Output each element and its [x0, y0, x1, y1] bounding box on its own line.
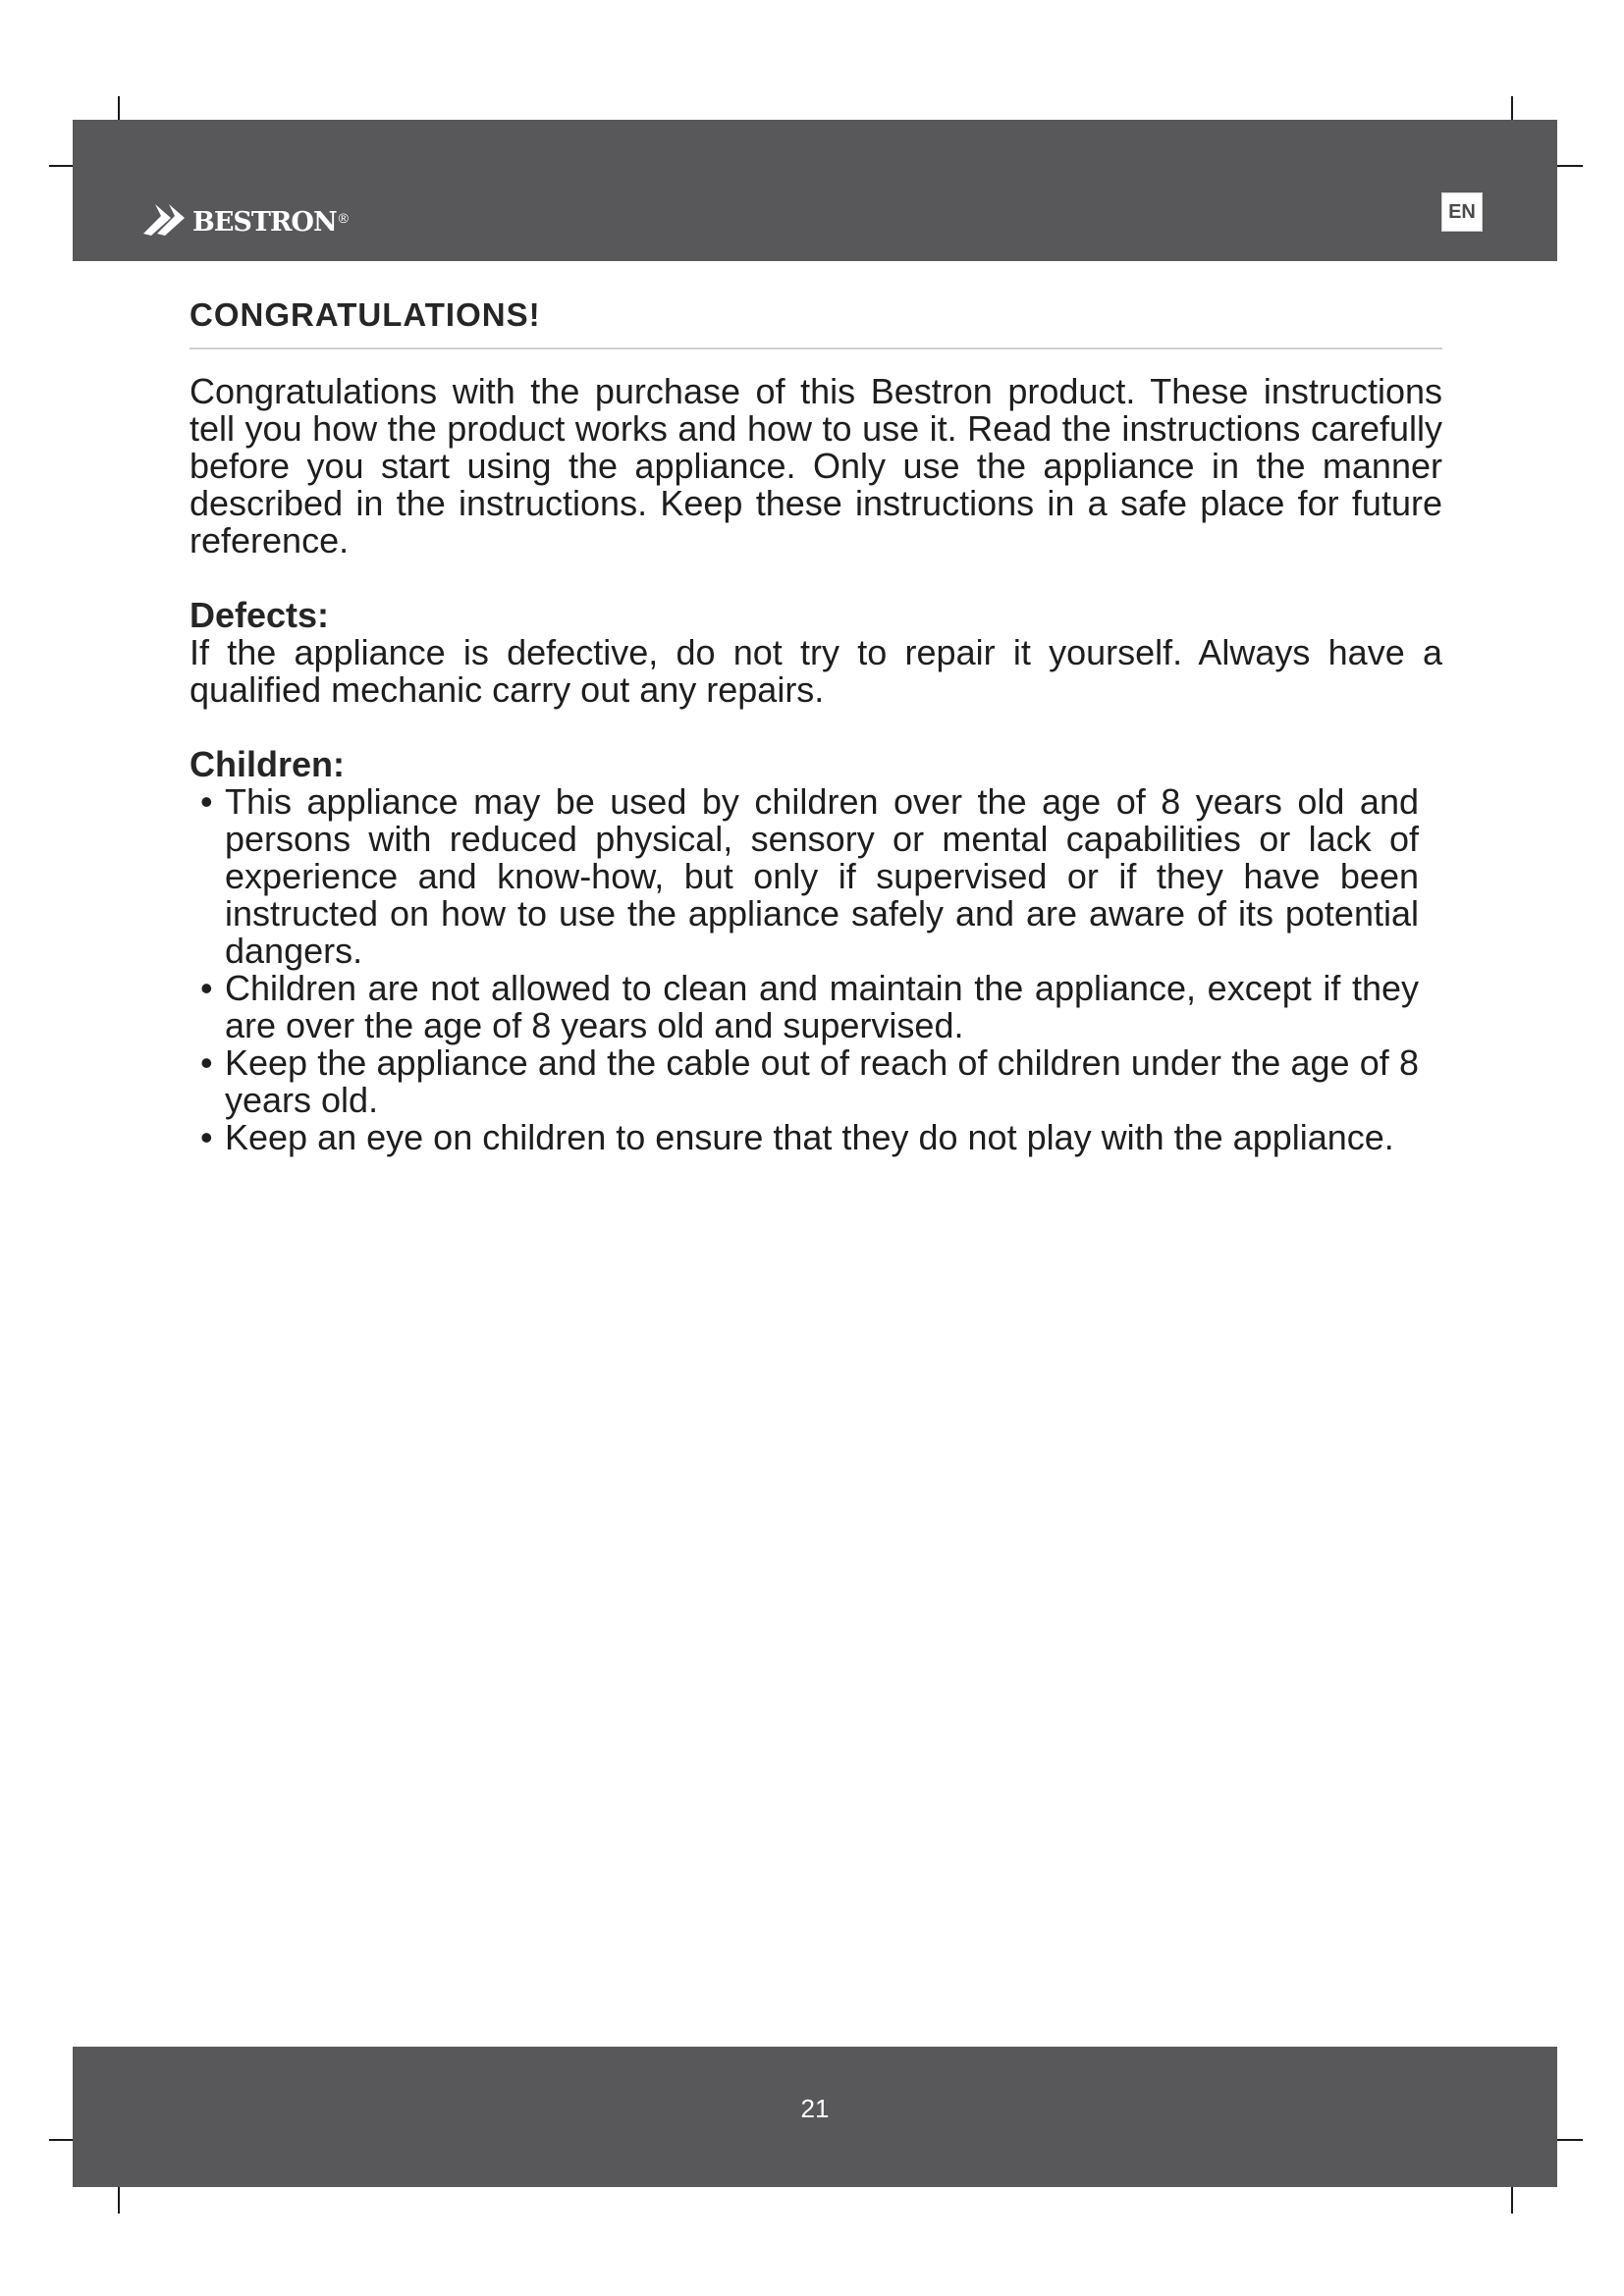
double-chevron-arrows-icon	[141, 198, 187, 238]
defects-heading: Defects:	[189, 595, 330, 635]
children-heading: Children:	[189, 744, 345, 784]
children-list	[189, 783, 1419, 1156]
bullet-dot: •	[200, 1042, 213, 1083]
list-item	[189, 1119, 1419, 1156]
page-number: 21	[800, 2094, 830, 2123]
intro-paragraph: Congratulations with the purchase of this Bestron product. These instructions tell you how the product works and how to use it. Read the instructions carefully before you start using the appliance. Only use the appliance in the manner described in the instructions. Keep these instructions in a safe place for future reference.	[189, 371, 1442, 561]
list-item-text: Keep an eye on children to ensure that they do not play with the appliance.	[225, 1117, 1394, 1157]
list-item	[189, 783, 1419, 970]
bullet-dot: •	[200, 968, 213, 1008]
list-item	[189, 1044, 1419, 1119]
header-band	[73, 120, 1557, 261]
list-item	[189, 970, 1419, 1044]
bullet-dot: •	[200, 781, 213, 822]
brand-logo	[141, 195, 349, 240]
list-item-text: Children are not allowed to clean and maintain the appliance, except if they are over the age of 8 years old and supervised.	[225, 968, 1419, 1045]
footer-band	[73, 2047, 1557, 2187]
page-title: CONGRATULATIONS!	[189, 296, 1442, 349]
registered-mark: ®	[338, 210, 349, 226]
page-content	[189, 296, 1442, 1156]
language-badge: EN	[1441, 192, 1483, 232]
brand-name: bestron	[192, 195, 337, 240]
defects-text: If the appliance is defective, do not try to repair it yourself. Always have a qualified mechanic carry out any repairs.	[189, 632, 1442, 710]
bullet-dot: •	[200, 1117, 213, 1157]
list-item-text: This appliance may be used by children over the age of 8 years old and persons with reduced physical, sensory or mental capabilities or lack of experience and know-how, but only if supervised or if they have been instructed on how to use the appliance safely and are aware of its potential dangers.	[225, 781, 1419, 971]
list-item-text: Keep the appliance and the cable out of reach of children under the age of 8 years old.	[225, 1042, 1419, 1120]
